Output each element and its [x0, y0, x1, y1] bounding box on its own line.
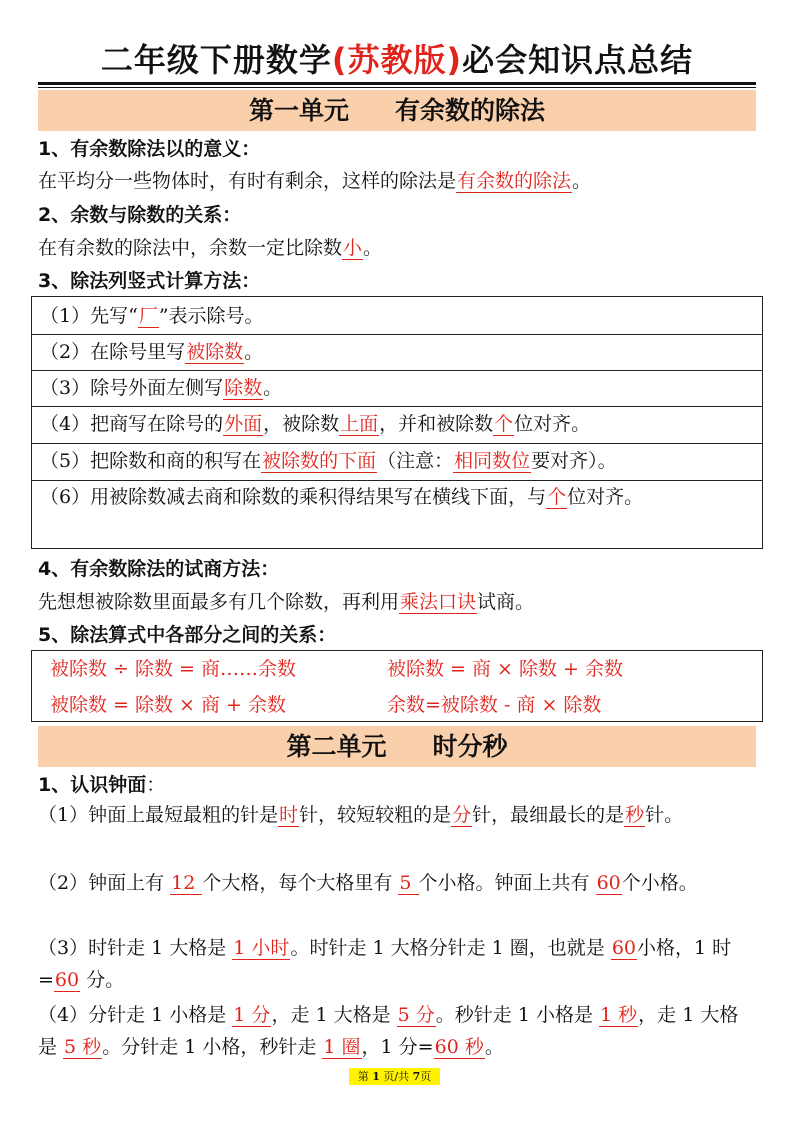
u1-s4-text: 先想想被除数里面最多有几个除数，再利用乘法口诀试商。: [38, 591, 535, 613]
formula-4: 余数=被除数 - 商 × 除数: [387, 694, 602, 716]
formula-2: 被除数 = 商 × 除数 + 余数: [387, 658, 623, 680]
page-number-footer: 第 1 页/共 7页: [349, 1068, 440, 1085]
u1-s2-text: 在有余数的除法中，余数一定比除数小。: [38, 237, 383, 259]
u2-s1-para-4: （4）分针走 1 小格是 1 分，走 1 大格是 5 分。秒针走 1 小格是 1 秒，走 1 大格是 5 秒。分针走 1 小格，秒针走 1 圈，1 分=60 秒。: [38, 1004, 739, 1058]
u1-s3-step-2: （2）在除号里写被除数。: [32, 334, 762, 369]
u1-s1-heading: 1、有余数除法以的意义：: [38, 138, 261, 160]
title-rule-thick: [38, 82, 756, 85]
u2-s1-heading: 1、认识钟面：: [38, 774, 166, 796]
u1-s3-steps-box: [31, 296, 763, 549]
u2-s1-para-3: （3）时针走 1 大格是 1 小时。时针走 1 大格分针走 1 圈，也就是 60小格，1 时=60 分。: [38, 937, 732, 991]
u1-s3-step-6: （6）用被除数减去商和除数的乘积得结果写在横线下面，与个位对齐。: [32, 480, 762, 548]
unit1-name: 第一单元: [248, 96, 349, 125]
current-page: 1: [372, 1070, 380, 1083]
formula-1: 被除数 ÷ 除数 = 商……余数: [50, 658, 296, 680]
u1-s1-blank: 有余数的除法: [457, 170, 572, 192]
u1-s3-heading: 3、除法列竖式计算方法：: [38, 270, 261, 292]
unit2-topic: 时分秒: [432, 732, 508, 761]
unit2-name: 第二单元: [286, 732, 387, 761]
u1-s4-heading: 4、有余数除法的试商方法：: [38, 558, 280, 580]
u1-s3-step-1: （1）先写“厂”表示除号。: [40, 305, 264, 327]
unit2-header-band: [38, 726, 756, 767]
unit1-header-band: [38, 90, 756, 131]
formula-3: 被除数 = 除数 × 商 + 余数: [50, 694, 286, 716]
u1-s5-formula-box: [31, 650, 763, 722]
u1-s1-text: 在平均分一些物体时，有时有剩余，这样的除法是有余数的除法。: [38, 170, 592, 192]
title-rule-thin: [38, 87, 756, 88]
u1-s3-step-3: （3）除号外面左侧写除数。: [32, 370, 762, 405]
u1-s3-step-4: （4）把商写在除号的外面，被除数上面，并和被除数个位对齐。: [32, 406, 762, 441]
title-highlight: (苏教版): [331, 41, 463, 79]
u1-s5-heading: 5、除法算式中各部分之间的关系：: [38, 624, 337, 646]
u1-s2-blank: 小: [343, 237, 363, 259]
unit1-topic: 有余数的除法: [395, 96, 546, 125]
u2-s1-para-2: （2）钟面上有 12 个大格，每个大格里有 5 个小格。钟面上共有 60个小格。: [38, 872, 698, 894]
u1-s3-step-5: （5）把除数和商的积写在被除数的下面（注意：相同数位要对齐）。: [32, 443, 762, 478]
title-prefix: 二年级下册数学: [100, 41, 332, 79]
u1-s2-heading: 2、余数与除数的关系：: [38, 204, 242, 226]
page-title: [38, 38, 756, 82]
total-pages: 7: [412, 1070, 421, 1083]
u1-s4-blank: 乘法口诀: [400, 591, 477, 613]
title-suffix: 必会知识点总结: [462, 41, 694, 79]
u2-s1-para-1: （1）钟面上最短最粗的针是时针，较短较粗的是分针，最细最长的是秒针。: [38, 804, 684, 826]
